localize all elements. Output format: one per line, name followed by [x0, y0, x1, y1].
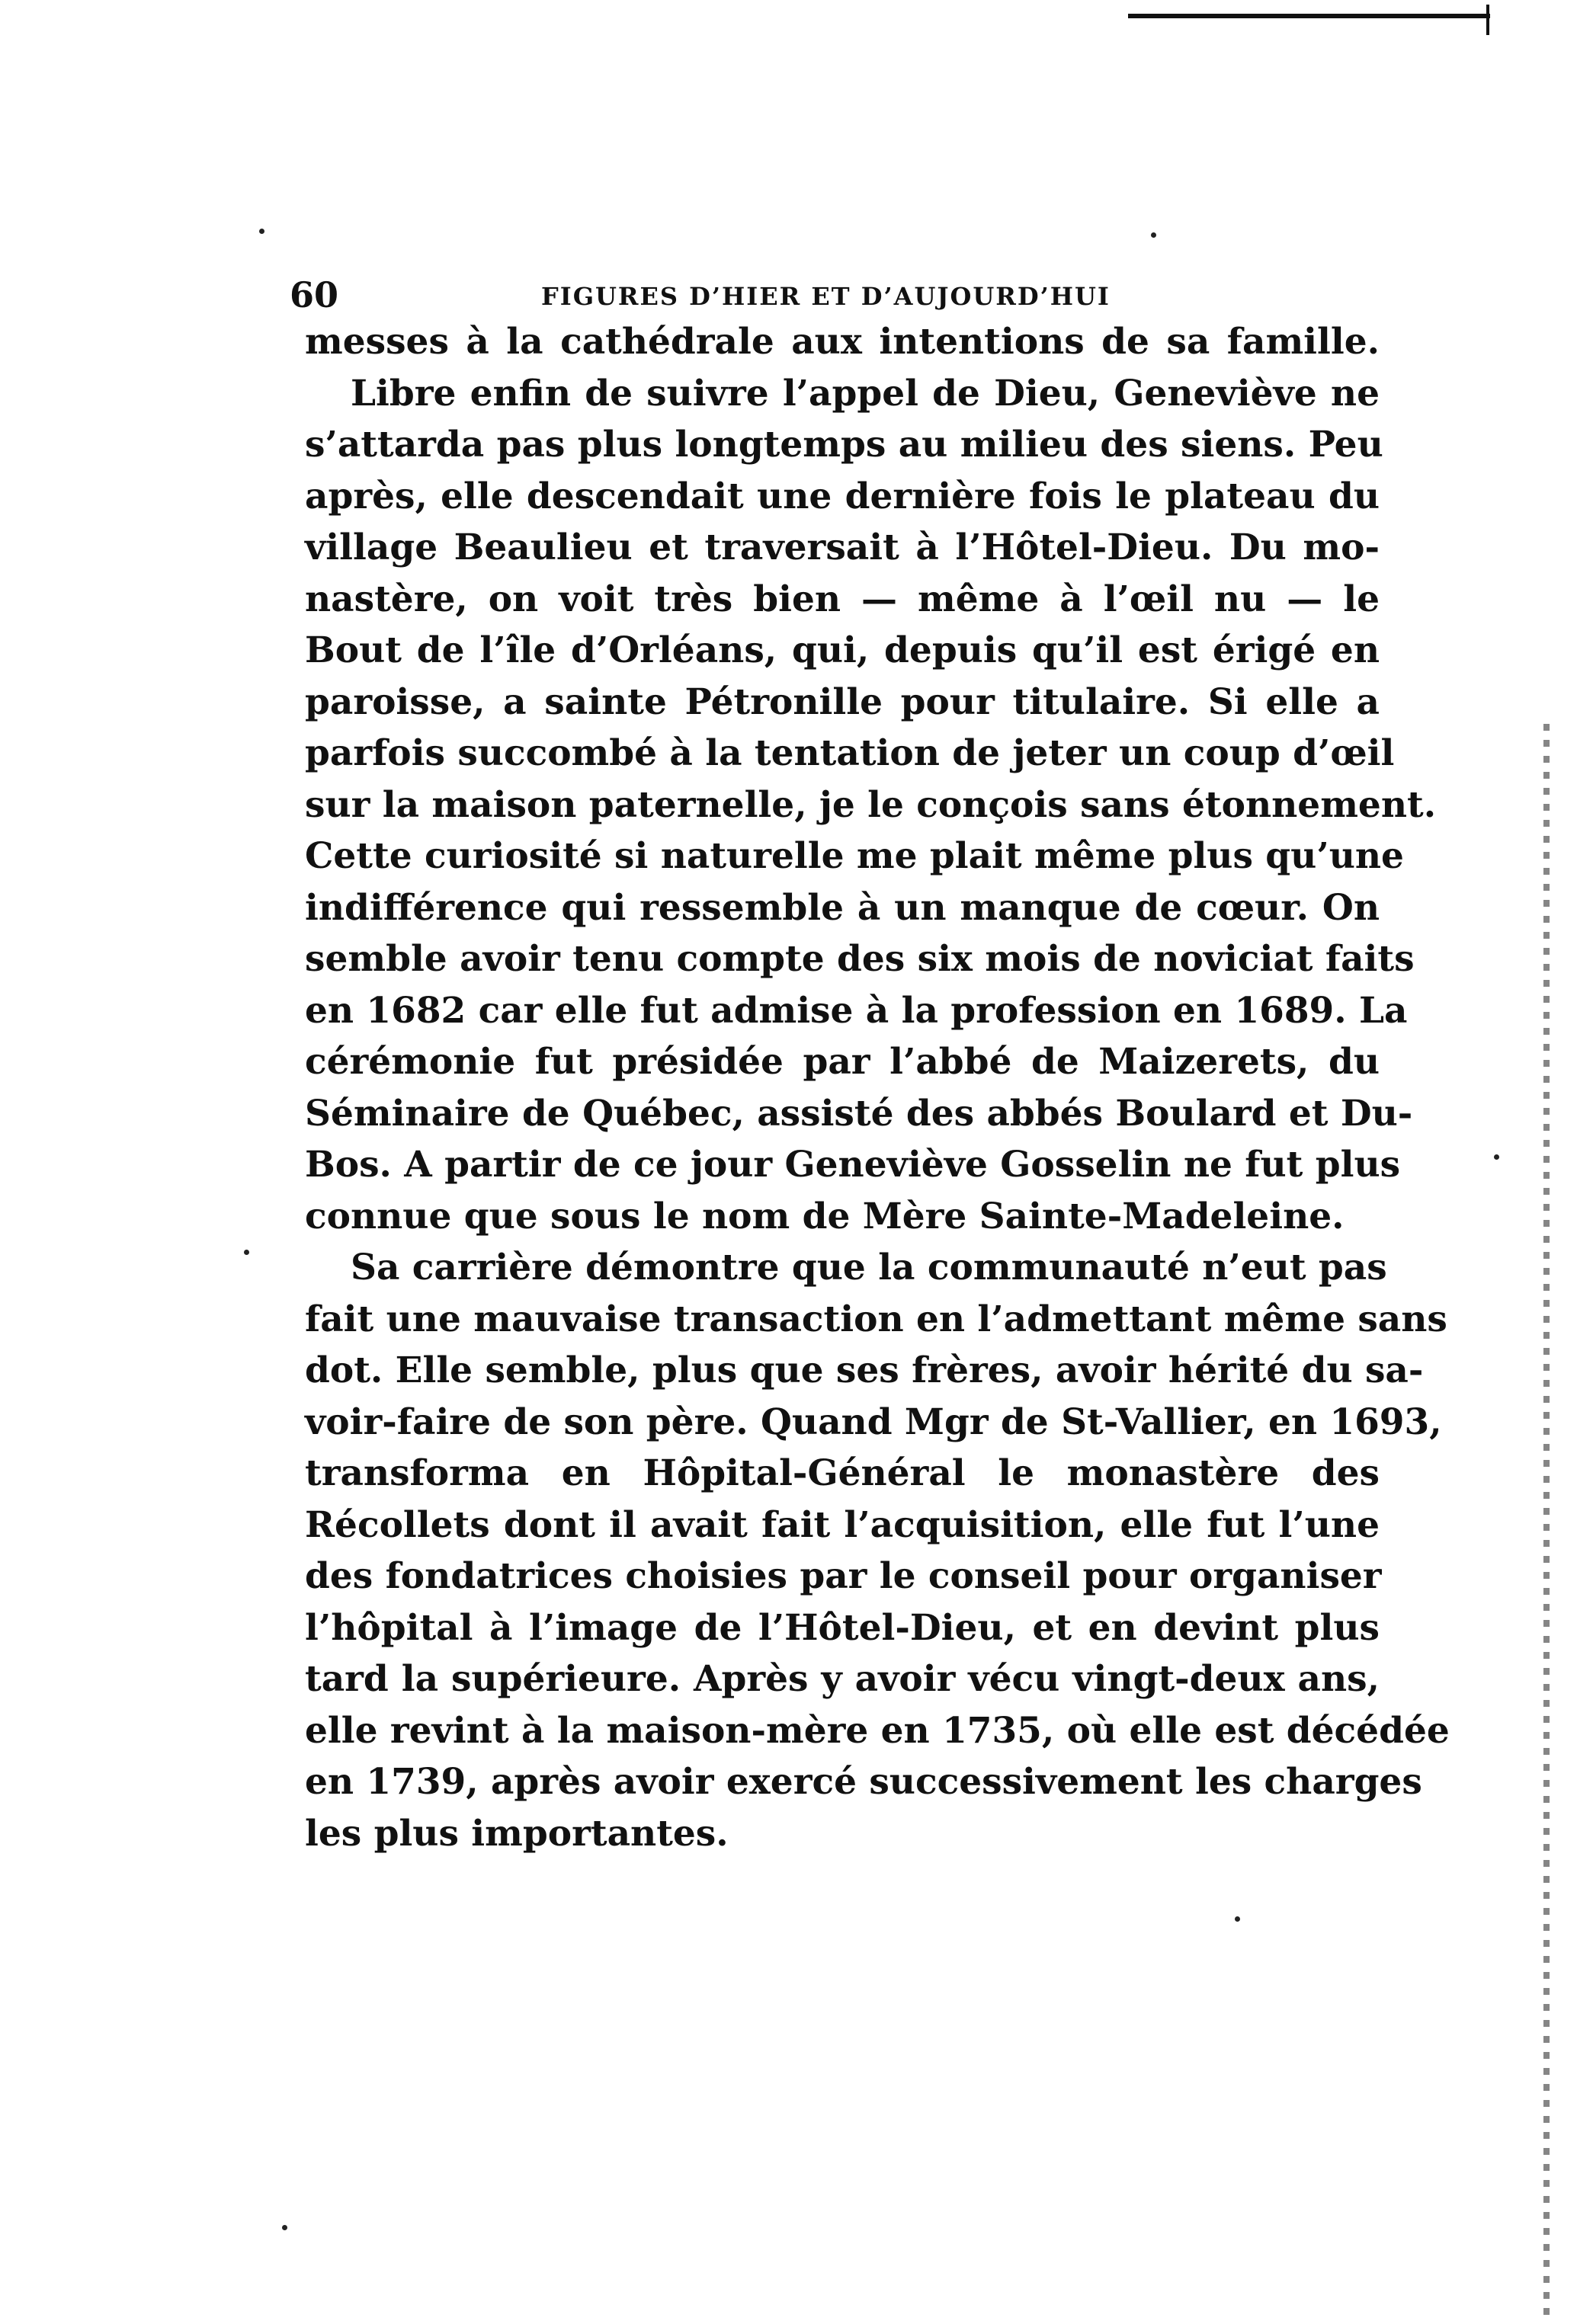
text-line: Sa carrière démontre que la communauté n’eut pas — [351, 1247, 1387, 1288]
body-text — [305, 316, 1450, 1859]
text-line: semble avoir tenu compte des six mois de noviciat faits — [305, 938, 1415, 980]
scan-speck — [1494, 1154, 1499, 1160]
scan-speck — [282, 2225, 287, 2230]
text-line: paroisse, a sainte Pétronille pour titulaire. Si elle a — [305, 680, 1380, 723]
top-rule — [1128, 14, 1490, 18]
scan-gutter-edge — [1543, 724, 1550, 2324]
text-line: nastère, on voit très bien — même à l’œil nu — le — [305, 578, 1380, 620]
scan-speck — [1151, 232, 1156, 238]
text-line: des fondatrices choisies par le conseil pour organiser — [305, 1555, 1382, 1597]
text-line: s’attarda pas plus longtemps au milieu des siens. Peu — [305, 424, 1383, 466]
text-line: tard la supérieure. Après y avoir vécu vingt-deux ans, — [305, 1658, 1380, 1700]
text-line: elle revint à la maison-mère en 1735, où elle est décédée — [305, 1709, 1450, 1752]
text-line: Séminaire de Québec, assisté des abbés Boulard et Du- — [305, 1092, 1413, 1135]
text-line: indifférence qui ressemble à un manque de cœur. On — [305, 886, 1380, 929]
text-line: fait une mauvaise transaction en l’admettant même sans — [305, 1298, 1447, 1340]
text-line: l’hôpital à l’image de l’Hôtel-Dieu, et en devint plus — [305, 1606, 1380, 1649]
text-line: après, elle descendait une dernière fois le plateau du — [305, 475, 1380, 517]
page-number: 60 — [290, 274, 339, 315]
text-line: connue que sous le nom de Mère Sainte-Madeleine. — [305, 1195, 1345, 1237]
text-line: Bout de l’île d’Orléans, qui, depuis qu’il est érigé en — [305, 629, 1380, 671]
text-line: messes à la cathédrale aux intentions de sa famille. — [305, 321, 1380, 363]
scan-speck — [244, 1250, 249, 1255]
text-line: Bos. A partir de ce jour Geneviève Gosselin ne fut plus — [305, 1144, 1401, 1186]
text-line: parfois succombé à la tentation de jeter un coup d’œil — [305, 732, 1395, 774]
text-line: Récollets dont il avait fait l’acquisition, elle fut l’une — [305, 1503, 1380, 1546]
scan-speck — [1235, 1916, 1240, 1922]
scan-speck — [259, 229, 264, 234]
text-line: voir-faire de son père. Quand Mgr de St-Vallier, en 1693, — [305, 1400, 1442, 1443]
text-line: en 1739, après avoir exercé successivement les charges — [305, 1761, 1422, 1803]
text-line: les plus importantes. — [305, 1812, 729, 1855]
text-line: village Beaulieu et traversait à l’Hôtel-Dieu. Du mo- — [305, 527, 1380, 568]
text-line: Cette curiosité si naturelle me plait même plus qu’une — [305, 835, 1404, 877]
text-line: Libre enfin de suivre l’appel de Dieu, Geneviève ne — [351, 372, 1380, 415]
text-line: sur la maison paternelle, je le conçois sans étonnement. — [305, 783, 1437, 826]
text-line: dot. Elle semble, plus que ses frères, avoir hérité du sa- — [305, 1349, 1424, 1391]
running-head: FIGURES D’HIER ET D’AUJOURD’HUI — [541, 282, 1111, 311]
text-line: transforma en Hôpital-Général le monastère des — [305, 1452, 1380, 1494]
text-line: en 1682 car elle fut admise à la profession en 1689. La — [305, 989, 1408, 1032]
text-line: cérémonie fut présidée par l’abbé de Maizerets, du — [305, 1041, 1380, 1083]
top-rule-tick — [1486, 5, 1489, 35]
